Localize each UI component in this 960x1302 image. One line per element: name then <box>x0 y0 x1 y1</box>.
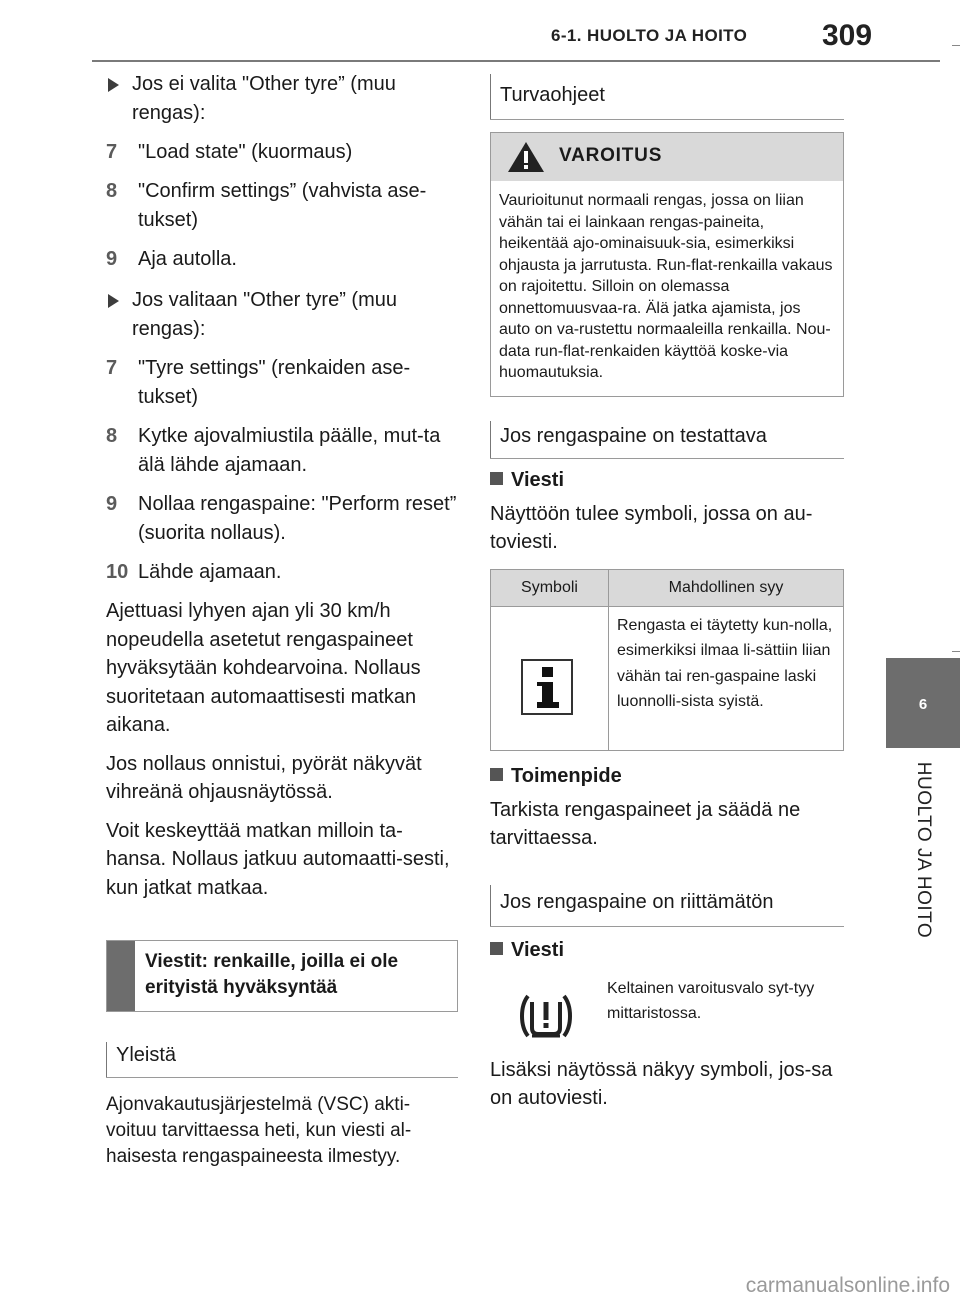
crop-mark <box>952 651 960 652</box>
chapter-label: HUOLTO JA HOITO <box>913 761 934 939</box>
step-number: 8 <box>106 180 118 202</box>
info-icon <box>521 659 573 715</box>
header-rule <box>92 60 940 62</box>
subsection-heading-text: Jos rengaspaine on testattava <box>500 424 767 447</box>
warning-light-row <box>490 970 844 1056</box>
crop-mark <box>952 45 960 46</box>
step-number: 9 <box>106 248 118 270</box>
square-bullet-icon <box>490 472 503 485</box>
condition-bullet-other-tyre-selected <box>106 286 458 344</box>
subsection-heading <box>106 1038 458 1078</box>
footer <box>0 1270 960 1302</box>
subsection-heading-text: Jos rengaspaine on riittämätön <box>500 890 774 913</box>
watermark: carmanualsonline.info <box>745 1274 950 1297</box>
step-item <box>106 490 458 548</box>
step-number: 8 <box>106 425 118 447</box>
step-number: 7 <box>106 357 118 379</box>
bullet-text: Jos valitaan "Other tyre” (muu rengas): <box>132 289 397 340</box>
page-header <box>0 0 960 62</box>
subsection-heading-text: Yleistä <box>116 1044 177 1066</box>
step-item <box>106 177 458 235</box>
subsection-heading-text: Turvaohjeet <box>500 84 605 106</box>
subsection-heading <box>490 70 844 120</box>
paragraph: Näyttöön tulee symboli, jossa on au-toviesti. <box>490 502 813 553</box>
cause-cell: Rengasta ei täytetty kun-nolla, esimerkiksi ilmaa li-sättiin liian vähän tai ren-gaspaine laski luonnolli-sista syistä. <box>609 606 844 750</box>
step-text: Nollaa rengaspaine: "Perform reset” (suorita nollaus). <box>138 493 457 544</box>
step-item <box>106 138 458 167</box>
paragraph: Tarkista rengaspaineet ja säädä ne tarvittaessa. <box>490 798 801 849</box>
warning-triangle-icon <box>507 141 545 173</box>
section-heading-box <box>106 940 458 1012</box>
step-item <box>106 558 458 587</box>
symbol-cell <box>491 606 609 750</box>
chapter-number: 6 <box>918 696 928 713</box>
table-header: Symboli <box>491 569 609 606</box>
step-item <box>106 354 458 412</box>
subsection-heading <box>490 417 844 459</box>
warning-light-text: Keltainen varoitusvalo syt-tyy mittaristossa. <box>607 979 815 1022</box>
warning-text: Vaurioitunut normaali rengas, jossa on liian vähän tai ei lainkaan rengas-paineita, heikentää ajo-ominaisuuk-sia, esimerkiksi ohjausta ja jarrutusta. Run-flat-renkailla vakaus on rajoitettu. Silloin on olemassa onnettomuusvaa-ra. Älä jatka ajamista, jos auto on va-rustettu normaaleilla renkailla. Nou-data run-flat-renkaiden käyttöä koske-via huomautuksia. <box>499 192 833 381</box>
step-text: Aja autolla. <box>138 248 237 270</box>
subsection-heading <box>490 881 844 927</box>
left-column <box>106 70 458 1180</box>
step-text: Kytke ajovalmiustila päälle, mut-ta älä lähde ajamaan. <box>138 425 441 476</box>
section-heading: Viestit: renkaille, joilla ei ole erityistä hyväksyntää <box>145 951 399 998</box>
page-number: 309 <box>822 19 873 52</box>
step-number: 10 <box>106 561 129 583</box>
triangle-bullet-icon <box>108 294 119 308</box>
warning-header <box>491 133 843 181</box>
paragraph: Ajettuasi lyhyen ajan yli 30 km/h nopeudella asetetut rengaspaineet hyväksytään kohdearvoina. Nollaus suoritetaan automaattisesti matkan aikana. <box>106 600 421 736</box>
paragraph: Ajonvakautusjärjestelmä (VSC) akti-voituu tarvittaessa heti, kun viesti al-haisesta rengaspaineesta ilmestyy. <box>106 1094 412 1167</box>
paragraph: Voit keskeyttää matkan milloin ta-hansa. Nollaus jatkuu automaatti-sesti, kun jatkat matkaa. <box>106 819 450 899</box>
paragraph: Jos nollaus onnistui, pyörät näkyvät vihreänä ohjausnäytössä. <box>106 752 422 803</box>
step-item <box>106 422 458 480</box>
subheading: Viesti <box>490 469 844 492</box>
step-text: Lähde ajamaan. <box>138 561 282 583</box>
subheading: Viesti <box>490 939 844 962</box>
subheading: Toimenpide <box>490 765 844 788</box>
warning-box <box>490 132 844 397</box>
step-number: 7 <box>106 141 118 163</box>
paragraph: Lisäksi näytössä näkyy symboli, jos-sa on autoviesti. <box>490 1058 833 1109</box>
step-text: "Tyre settings" (renkaiden ase-tukset) <box>138 357 411 408</box>
right-column <box>490 70 844 1123</box>
condition-bullet-other-tyre-not-selected <box>106 70 458 128</box>
step-text: "Confirm settings” (vahvista ase-tukset) <box>138 180 427 231</box>
square-bullet-icon <box>490 768 503 781</box>
section-title: 6-1. HUOLTO JA HOITO <box>551 26 748 45</box>
chapter-tab <box>886 658 960 748</box>
triangle-bullet-icon <box>108 78 119 92</box>
step-text: "Load state" (kuormaus) <box>138 141 353 163</box>
table-row <box>491 606 844 750</box>
tyre-pressure-warning-icon <box>518 992 574 1040</box>
square-bullet-icon <box>490 942 503 955</box>
step-item <box>106 245 458 274</box>
warning-title: VAROITUS <box>559 145 663 166</box>
symbol-table <box>490 569 844 751</box>
bullet-text: Jos ei valita "Other tyre” (muu rengas): <box>132 73 396 124</box>
step-number: 9 <box>106 493 118 515</box>
heading-bar <box>107 941 135 1011</box>
table-header: Mahdollinen syy <box>609 569 844 606</box>
